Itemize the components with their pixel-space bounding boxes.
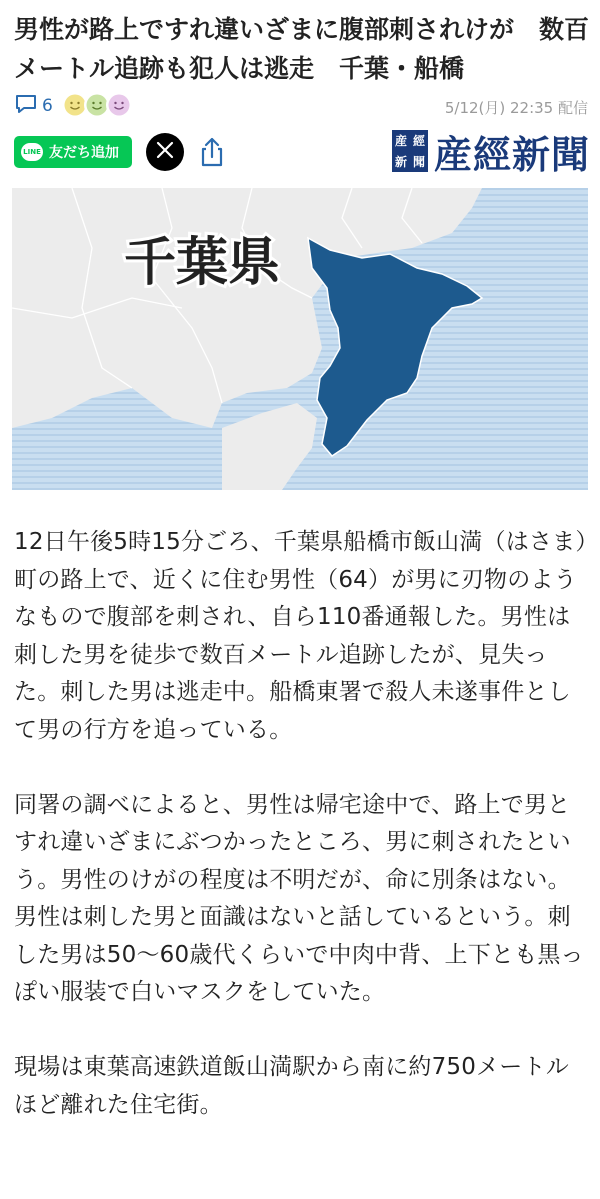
publisher-logo-text: 産經新聞 <box>433 131 590 177</box>
line-add-friend-button[interactable] <box>14 136 132 168</box>
article-paragraph: 現場は東葉高速鉄道飯山満駅から南に約750メートルほど離れた住宅街。 <box>14 1054 569 1118</box>
line-add-friend-label: 友だち追加 <box>49 145 119 161</box>
comment-button[interactable] <box>14 93 53 119</box>
smile-emoji-pink-icon <box>106 92 132 118</box>
article-paragraph: 12日午後5時15分ごろ、千葉県船橋市飯山満（はさま）町の路上で、近くに住む男性（64）が男に刃物のようなもので腹部を刺され、自ら110番通報した。男性は刺した男を徒歩で数百メートル追跡したが、見失った。刺した男は逃走中。船橋東署で殺人未遂事件として男の行方を追っている。 <box>14 529 588 743</box>
comment-icon <box>14 93 38 119</box>
share-button[interactable] <box>197 136 227 168</box>
line-icon: LINE <box>21 143 43 161</box>
publish-timestamp: 5/12(月) 22:35 配信 <box>444 99 588 117</box>
article-paragraph: 同署の調べによると、男性は帰宅途中で、路上で男とすれ違いざまにぶつかったところ、男に刺されたという。男性のけがの程度は不明だが、命に別条はない。男性は刺した男と面識はないと話しているという。刺した男は50～60歳代くらいで中肉中背、上下とも黒っぽい服装で白いマスクをしていた。 <box>14 791 584 1005</box>
article-body <box>14 524 588 1162</box>
article-headline: 男性が路上ですれ違いざまに腹部刺されけが 数百メートル追跡も犯人は逃走 千葉・船橋 <box>14 15 590 83</box>
publisher-logo[interactable] <box>392 128 590 177</box>
article-meta-row <box>14 90 590 122</box>
reaction-summary[interactable] <box>62 92 142 120</box>
map-label: 千葉県 <box>124 233 281 293</box>
article-map-image <box>12 188 588 490</box>
comment-count: 6 <box>42 96 53 116</box>
publisher-logo-seal: 産 經 新 聞 <box>392 130 428 172</box>
share-icon <box>197 153 227 172</box>
x-logo-icon <box>156 141 174 163</box>
x-share-button[interactable] <box>146 133 184 171</box>
